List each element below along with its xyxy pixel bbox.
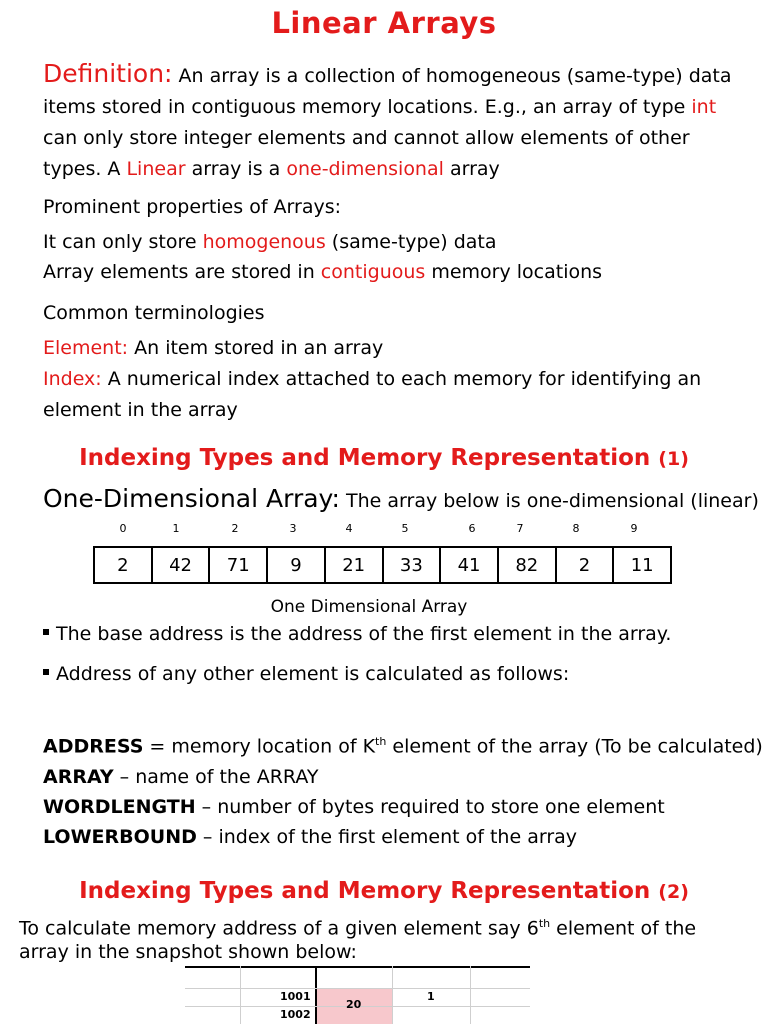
- array-text: – name of the ARRAY: [113, 766, 319, 788]
- array-index: 3: [289, 522, 297, 535]
- definition-paragraph: [43, 58, 743, 185]
- section-1-title: Indexing Types and Memory Representation: [79, 445, 651, 471]
- array-cell: 42: [153, 548, 211, 582]
- term-element-text: An item stored in an array: [128, 337, 384, 359]
- array-cell: 33: [384, 548, 442, 582]
- array-caption: One Dimensional Array: [270, 597, 468, 617]
- term-lowerbound: [43, 826, 577, 848]
- array-cell: 41: [441, 548, 499, 582]
- definition-text-1: An array is a collection of homogeneous (same-type) data items stored in contiguous memory locations. E.g., an array of type: [43, 65, 732, 118]
- bullet-2-text: Address of any other element is calculated as follows:: [56, 663, 570, 685]
- term-address: [43, 735, 763, 757]
- array-cell: 2: [95, 548, 153, 582]
- array-index: 4: [345, 522, 353, 535]
- array-index: 6: [468, 522, 476, 535]
- property-1-text-a: It can only store: [43, 231, 203, 253]
- definition-label: Definition:: [43, 59, 173, 88]
- address-label: ADDRESS: [43, 735, 144, 758]
- array-cell: 82: [499, 548, 557, 582]
- property-1-text-b: (same-type) data: [325, 231, 497, 253]
- section-2-text-a: To calculate memory address of a given element say 6: [19, 917, 539, 940]
- array-index-row: [0, 522, 768, 538]
- properties-heading: Prominent properties of Arrays:: [43, 196, 342, 218]
- memory-snapshot: [185, 966, 530, 1024]
- array-index: 1: [172, 522, 180, 535]
- array-index: 0: [119, 522, 127, 535]
- definition-text-2: can only store integer elements and cannot allow elements of other types. A: [43, 127, 690, 180]
- term-wordlength: [43, 796, 665, 818]
- keyword-homogenous: homogenous: [202, 231, 326, 253]
- keyword-contiguous: contiguous: [320, 261, 426, 283]
- array-cell: 11: [630, 554, 654, 576]
- wordlength-label: WORDLENGTH: [43, 796, 196, 818]
- bullet-square-icon: [43, 629, 49, 635]
- keyword-linear: Linear: [126, 158, 186, 180]
- grid-line: [240, 966, 241, 1024]
- address-text-a: = memory location of K: [143, 735, 376, 758]
- grid-line: [392, 966, 393, 1024]
- bullet-address-calc: [43, 663, 569, 685]
- snapshot-value: 20: [346, 998, 362, 1011]
- bullet-1-text: The base address is the address of the first element in the array.: [56, 623, 672, 645]
- array-label: ARRAY: [43, 766, 114, 788]
- keyword-int: int: [691, 96, 717, 118]
- bullet-base-address: [43, 623, 671, 645]
- definition-text-4: array: [443, 158, 500, 180]
- grid-line: [470, 966, 471, 1024]
- array-index: 2: [231, 522, 239, 535]
- term-index-text: A numerical index attached to each memory for identifying an element in the array: [43, 368, 702, 421]
- array-index: 7: [516, 522, 524, 535]
- lowerbound-label: LOWERBOUND: [43, 826, 197, 848]
- array-index: 5: [401, 522, 409, 535]
- property-2-text-a: Array elements are stored in: [43, 261, 321, 283]
- section-2-heading: [0, 878, 768, 904]
- keyword-one-dimensional: one-dimensional: [286, 158, 444, 180]
- one-dimensional-array: [93, 546, 672, 584]
- address-1001: 1001: [280, 990, 311, 1003]
- array-cell: 21: [326, 548, 384, 582]
- bullet-square-icon: [43, 669, 49, 675]
- section-2-text: [19, 912, 749, 964]
- section-2-title: Indexing Types and Memory Representation: [79, 878, 651, 904]
- address-text-b: element of the array (To be calculated): [386, 735, 763, 758]
- array-cell: 9: [268, 548, 326, 582]
- property-2-text-b: memory locations: [425, 261, 603, 283]
- property-line-1: [43, 231, 497, 253]
- address-sup: th: [375, 735, 387, 748]
- definition-text-3: array is a: [185, 158, 287, 180]
- snapshot-top-border: [185, 966, 530, 968]
- wordlength-text: – number of bytes required to store one element: [195, 796, 665, 818]
- term-element: [43, 337, 383, 359]
- lowerbound-text: – index of the first element of the array: [196, 826, 578, 848]
- property-line-2: [43, 261, 602, 283]
- grid-line: [185, 988, 530, 989]
- section-1-number: (1): [658, 448, 689, 470]
- array-cell: 71: [210, 548, 268, 582]
- one-dim-text: The array below is one-dimensional (linear): [339, 490, 759, 512]
- array-index: 8: [572, 522, 580, 535]
- section-2-text-b: element of the array in the snapshot shown below:: [19, 917, 697, 964]
- one-dim-description: [43, 484, 759, 513]
- term-element-label: Element:: [43, 337, 129, 359]
- terminology-heading: Common terminologies: [43, 302, 265, 324]
- term-array: [43, 766, 318, 788]
- snapshot-index: 1: [427, 990, 435, 1003]
- array-index: 9: [630, 522, 638, 535]
- grid-line: [315, 966, 317, 1024]
- section-2-number: (2): [658, 881, 689, 903]
- array-cell: 2: [557, 548, 615, 582]
- section-1-heading: [0, 445, 768, 471]
- term-index-label: Index:: [43, 368, 102, 390]
- one-dim-label: One-Dimensional Array:: [43, 484, 340, 513]
- address-1002: 1002: [280, 1008, 311, 1021]
- section-2-sup: th: [538, 917, 551, 930]
- term-index: [43, 364, 743, 426]
- page-title: Linear Arrays: [271, 6, 497, 40]
